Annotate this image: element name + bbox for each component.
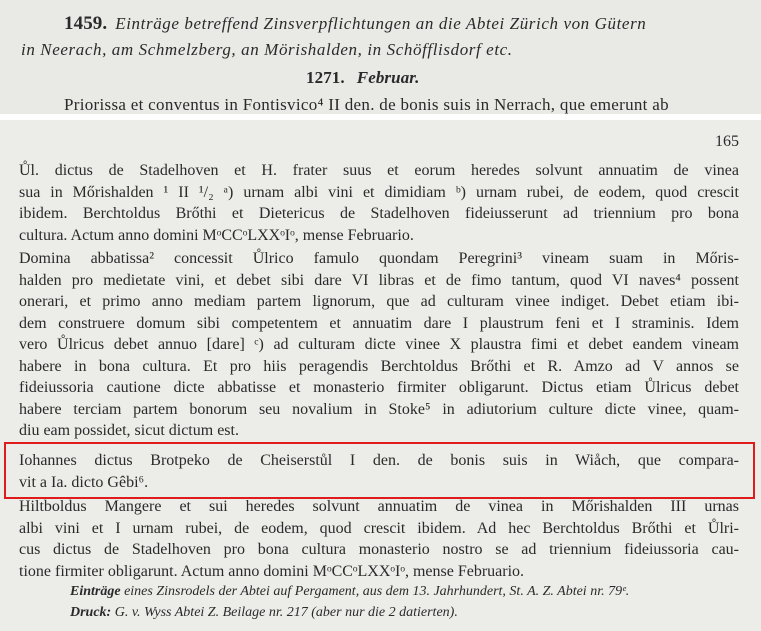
text-line: Domina abbatissa² concessit Ůlrico famulo quondam Peregrini³ vineam suam in Mőris- — [19, 250, 739, 267]
source-note-2-text: G. v. Wyss Abtei Z. Beilage nr. 217 (aber nur die 2 datierten). — [111, 605, 458, 620]
entry-heading — [64, 13, 646, 35]
text-line: tione firmiter obligarunt. Actum anno domini MᵒCCᵒLXXᵒIᵒ, mense Februario. — [19, 562, 525, 580]
text-line: dem construere domum sibi competentem et annuatim dare I plaustrum feni et I straminis. Idem — [19, 314, 739, 332]
paragraph-1 — [19, 160, 739, 246]
source-note-2 — [70, 605, 458, 621]
source-note-2-label: Druck: — [70, 605, 112, 620]
entry-number: 1459. — [64, 13, 108, 34]
entry-title-line-2: in Neerach, am Schmelzberg, an Mörishalden, in Schöfflisdorf etc. — [21, 40, 513, 59]
text-line: Hiltboldus Mangere et sui heredes solvunt annuatim de vinea in Mőrishalden III urnas — [19, 498, 739, 515]
text-line: vero Ůlricus debet annuo [dare] ᶜ) ad culturam dicte vinee X plaustra fimi et debet eandem vineam — [19, 336, 739, 353]
text-line: habere terciam partem bonorum seu novalium in Stoke⁵ in adiutorium culture dicte vinee, quam- — [19, 400, 739, 418]
page-number: 165 — [715, 133, 739, 150]
entry-intro-line: Priorissa et conventus in Fontisvico⁴ II den. de bonis suis in Nerrach, que emerunt ab — [64, 95, 669, 114]
source-note-1-label: Einträge — [70, 584, 121, 599]
text-line: cus dictus de Stadelhoven pro bona cultura monasterio nostro se ad triennium fideiussoria cau- — [19, 541, 739, 558]
entry-month: Februar. — [356, 68, 420, 87]
paragraph-3-highlighted — [19, 450, 739, 493]
text-line: habere in bona cultura. Et pro hiis peragendis Berchtoldus Brőthi et R. Amzo ad V annos se — [19, 357, 739, 375]
previous-page-snippet — [0, 0, 761, 117]
entry-title-line-1: Einträge betreffend Zinsverpflichtungen an die Abtei Zürich von Gütern — [115, 14, 647, 33]
text-line: vit a Ia. dicto Gêbi⁶. — [19, 473, 149, 491]
text-line: albi vini et I urnam rubei, de eodem, quod crescit ibidem. Ad hec Berchtoldus Brőthi et Ůlri- — [19, 519, 739, 537]
source-note-1 — [70, 584, 629, 600]
paragraph-4 — [19, 496, 739, 582]
entry-year: 1271. — [306, 68, 345, 87]
text-line: fideiussoria cautione dicte abbatisse et monasterio firmiter obligarunt. Dictus etiam Ůlricus debet — [19, 379, 739, 396]
paragraph-2 — [19, 248, 739, 442]
text-line: onerari, et primo anno mediam partem lignorum, que ad culturam vinee indiget. Debet etiam ibi- — [19, 293, 739, 310]
text-line: diu eam possidet, sicut dictum est. — [19, 422, 239, 439]
entry-date — [306, 68, 419, 88]
document-page — [0, 120, 761, 631]
source-note-1-text: eines Zinsrodels der Abtei auf Pergament, aus dem 13. Jahrhundert, St. A. Z. Abtei nr. 79ᵉ. — [120, 584, 630, 599]
text-line: halden pro medietate vini, et debet sibi dare VI libras et de fimo tantum, quod VI naves⁴ possent — [19, 271, 739, 289]
text-line: cultura. Actum anno domini MᵒCCᵒLXXᵒIᵒ, mense Februario. — [19, 226, 414, 244]
text-line: sua in Mőrishalden ¹ II ¹/₂ ᵃ) urnam albi vini et dimidiam ᵇ) urnam rubei, de eodem, quod crescit — [19, 183, 739, 201]
text-line: ibidem. Berchtoldus Brőthi et Dietericus de Stadelhoven fideiusserunt ad triennium pro bona — [19, 205, 739, 222]
text-line: Iohannes dictus Brotpeko de Cheiserstůl I den. de bonis suis in Wiåch, que compara- — [19, 452, 739, 469]
text-line: Ůl. dictus de Stadelhoven et H. frater suus et eorum heredes solvunt annuatim de vinea — [19, 162, 739, 179]
